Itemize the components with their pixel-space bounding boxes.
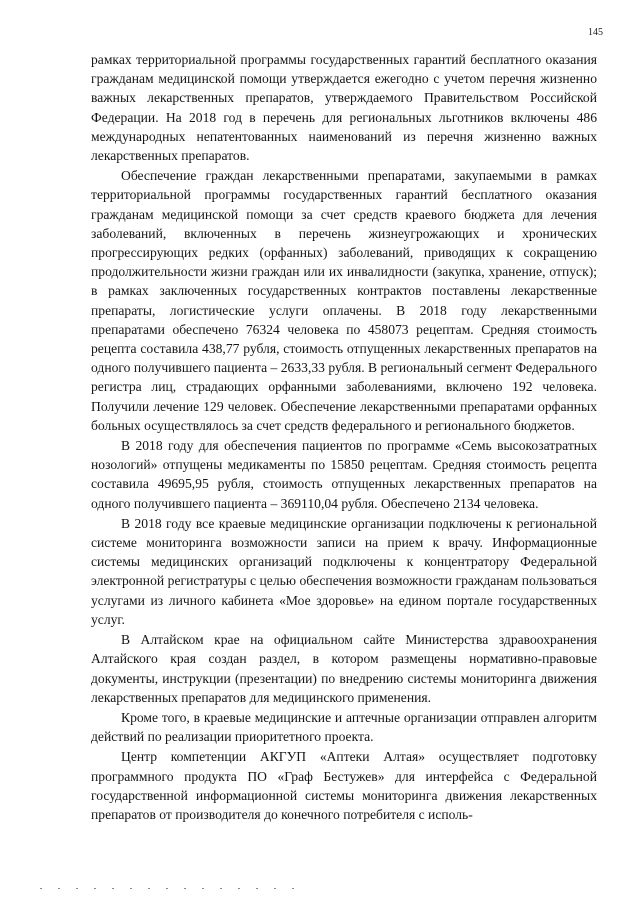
scan-artifact-dots <box>40 886 340 890</box>
paragraph-5: В Алтайском крае на официальном сайте Министерства здравоохранения Алтайского края создан раздел, в котором размещены нормативно-правовые документы, инструкции (презентации) по внедрению системы мониторинга движения лекарственных препаратов для медицинского применения. <box>91 632 597 705</box>
page-number: 145 <box>588 27 603 38</box>
paragraph-6: Кроме того, в краевые медицинские и аптечные организации отправлен алгоритм действий по реализации приоритетного проекта. <box>91 709 597 745</box>
paragraph-4: В 2018 году все краевые медицинские организации подключены к региональной системе мониторинга возможности записи на прием к врачу. Информационные системы медицинских организаций подключены к концентратору Федеральной электронной регистратуры с целью обеспечения возможности гражданам пользоваться услугами из личного кабинета «Мое здоровье» на едином портале государственных услуг. <box>91 515 597 627</box>
paragraph-2: Обеспечение граждан лекарственными препаратами, закупаемыми в рамках территориальной программы государственных гарантий бесплатного оказания гражданам медицинской помощи за счет средств краевого бюджета для лечения заболеваний, включенных в перечень жизнеугрожающих и хронических прогрессирующих редких (орфанных) заболеваний, приводящих к сокращению продолжительности жизни граждан или их инвалидности (закупка, хранение, отпуск); в рамках заключенных государственных контрактов поставлены лекарственные препараты, логистические услуги оплачены. В 2018 году лекарственными препаратами обеспечено 76324 человека по 458073 рецептам. Средняя стоимость рецепта составила 438,77 рубля, стоимость отпущенных лекарственных препаратов на одного получившего пациента – 2633,33 рубля. В региональный сегмент Федерального регистра лиц, страдающих орфанными заболеваниями, включено 192 человека. Получили лечение 129 человек. Обеспечение лекарственными препаратами орфанных больных осуществлялось за счет средств федерального и регионального бюджетов. <box>91 168 597 433</box>
paragraph-3: В 2018 году для обеспечения пациентов по программе «Семь высокозатратных нозологий» отпущены медикаменты по 15850 рецептам. Средняя стоимость рецепта составила 49695,95 рубля, стоимость отпущенных лекарственных препаратов на одного получившего пациента – 369110,04 рубля. Обеспечено 2134 человека. <box>91 438 597 511</box>
paragraph-7: Центр компетенции АКГУП «Аптеки Алтая» осуществляет подготовку программного продукта ПО «Граф Бестужев» для интерфейса с Федеральной государственной информационной системы мониторинга движения лекарственных препаратов от производителя до конечного потребителя с исполь- <box>91 749 597 822</box>
paragraph-1: рамках территориальной программы государственных гарантий бесплатного оказания гражданам медицинской помощи утверждается ежегодно с учетом перечня жизненно важных лекарственных препаратов, утверждаемого Правительством Российской Федерации. На 2018 год в перечень для региональных льготников включены 486 международных непатентованных наименований из перечня жизненно важных лекарственных препаратов. <box>91 52 597 164</box>
document-body <box>91 50 597 824</box>
